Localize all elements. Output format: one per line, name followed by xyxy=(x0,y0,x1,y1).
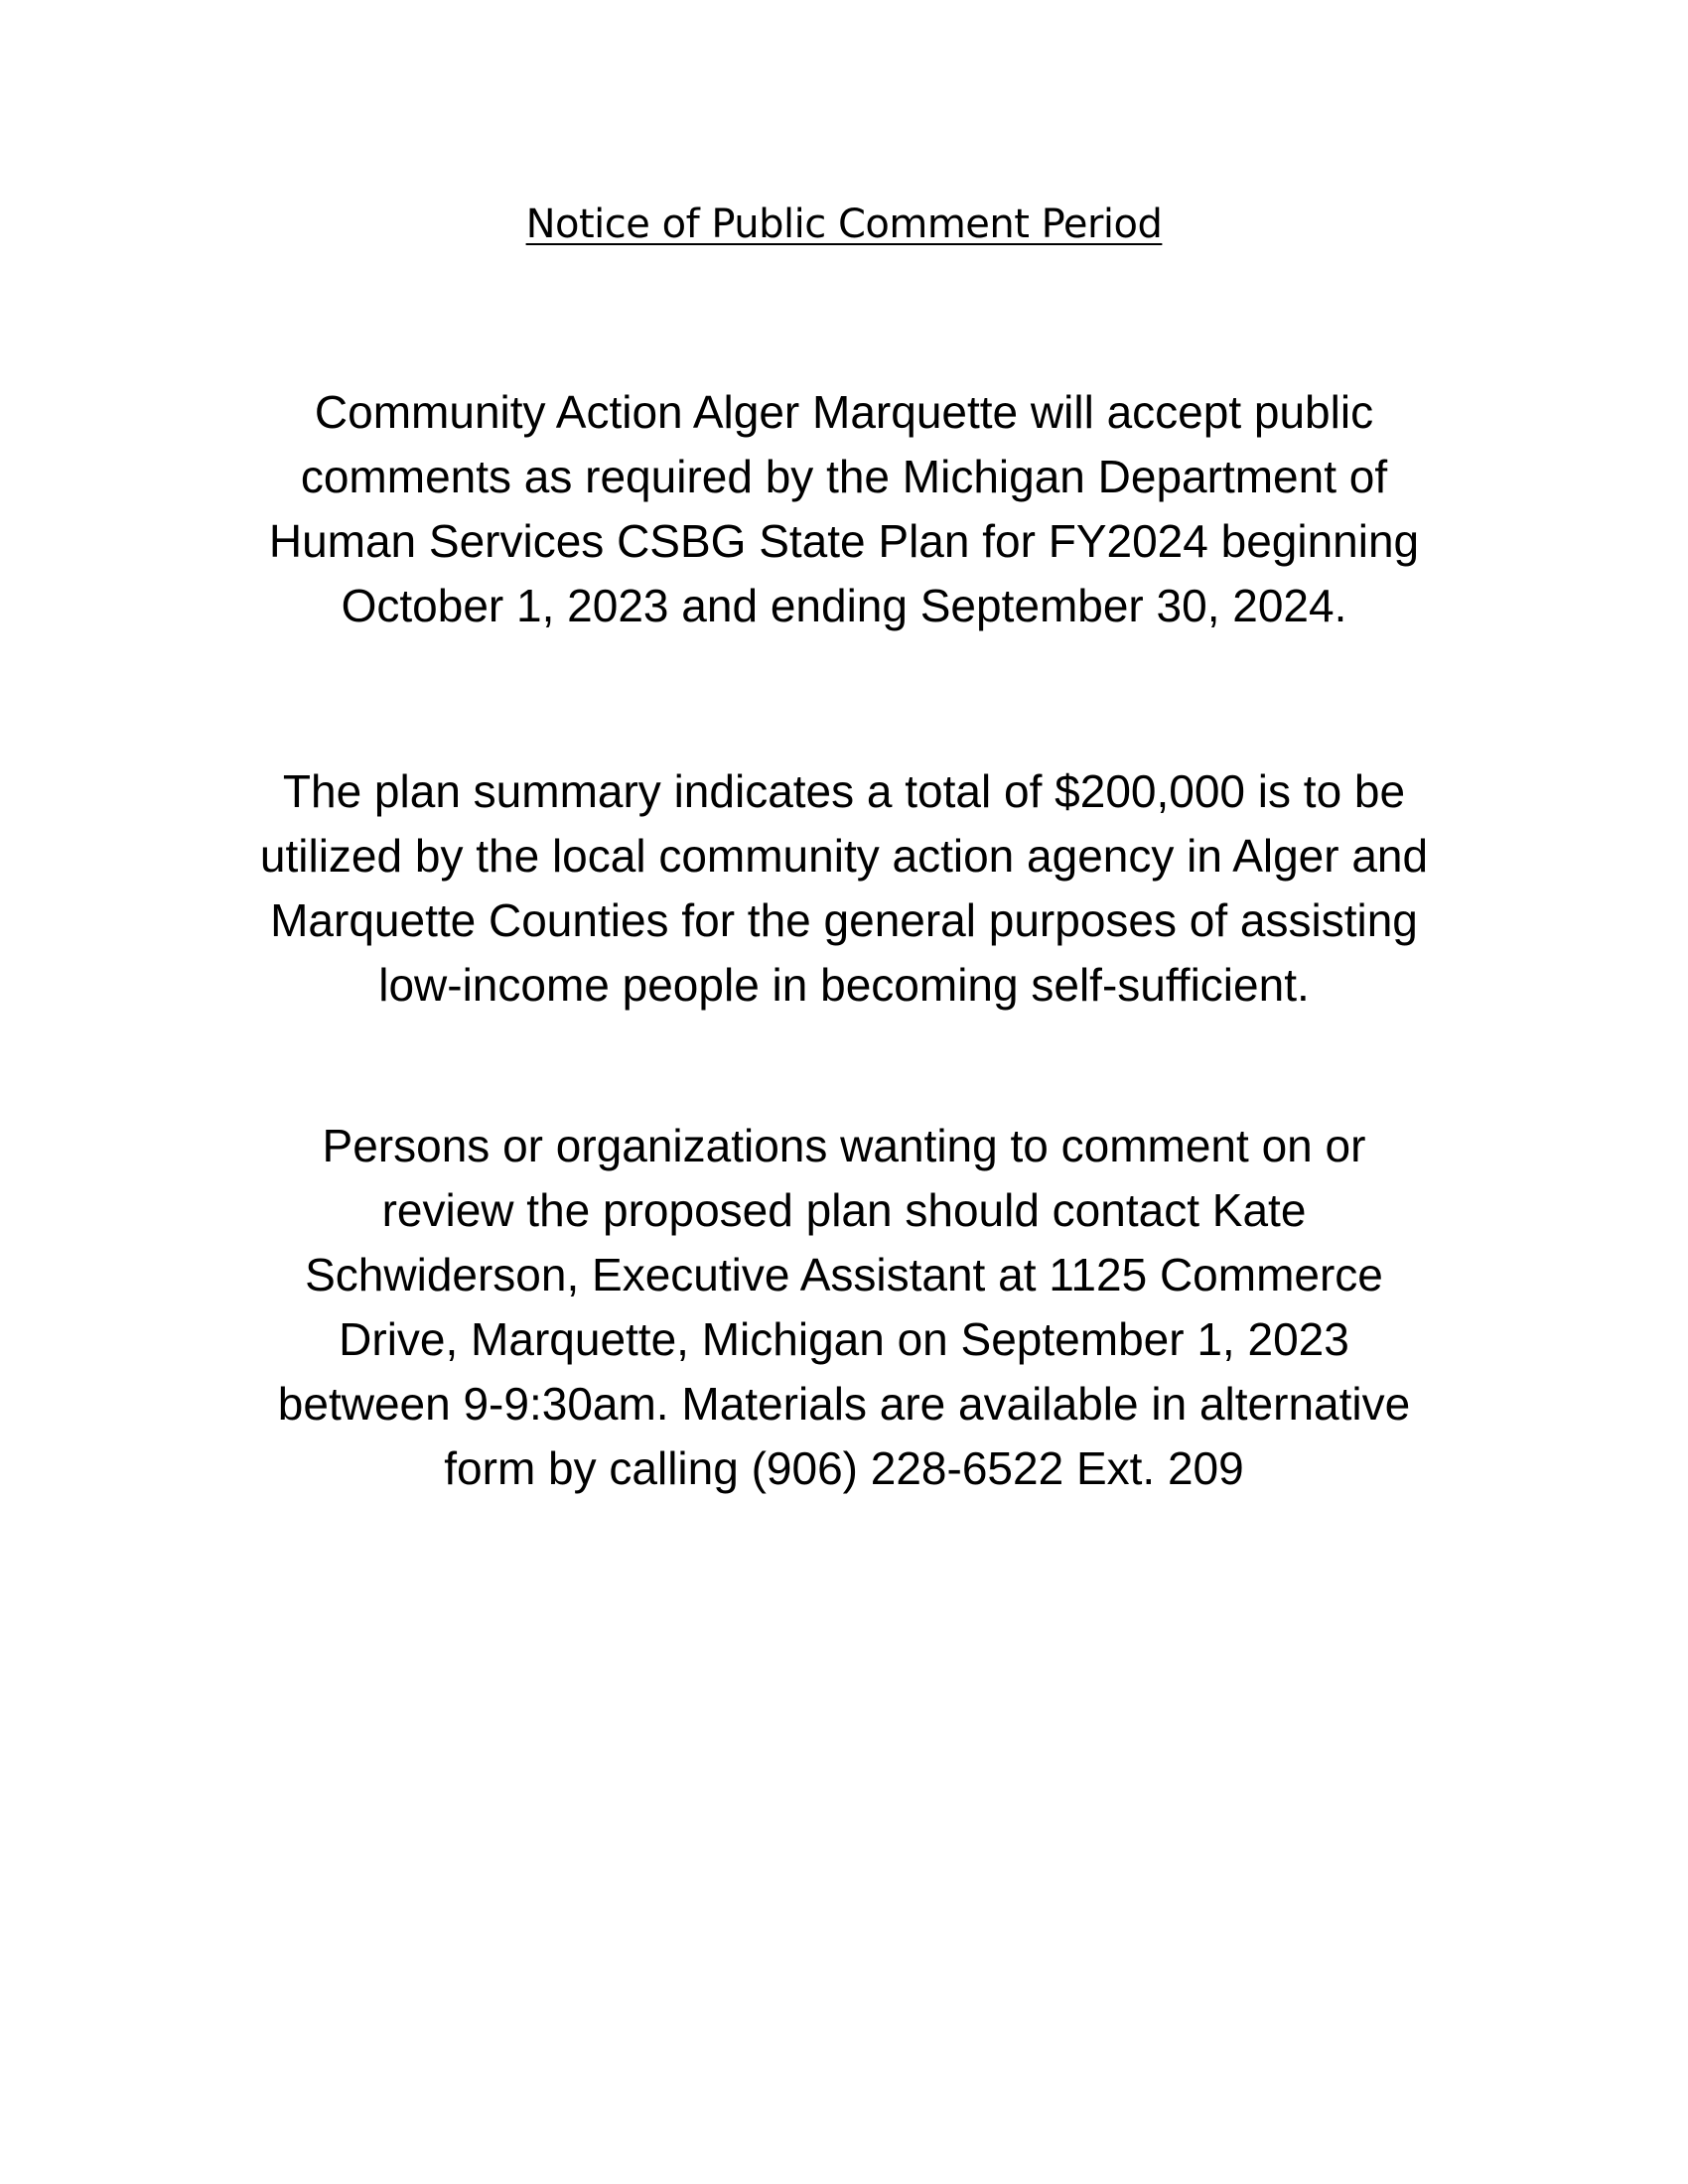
text-line: comments as required by the Michigan Department of xyxy=(300,451,1388,502)
text-line: Schwiderson, Executive Assistant at 1125 Commerce xyxy=(305,1249,1383,1300)
page-title: Notice of Public Comment Period xyxy=(525,202,1163,247)
text-line: low-income people in becoming self-sufficient. xyxy=(378,959,1310,1011)
text-line: Marquette Counties for the general purposes of assisting xyxy=(270,894,1418,946)
text-line: The plan summary indicates a total of $200,000 is to be xyxy=(282,765,1406,817)
paragraph-comment-period xyxy=(149,380,1539,638)
text-line: Community Action Alger Marquette will accept public xyxy=(314,386,1374,438)
text-line: utilized by the local community action agency in Alger and xyxy=(259,830,1429,882)
text-line: form by calling (906) 228-6522 Ext. 209 xyxy=(444,1442,1244,1494)
text-line: Drive, Marquette, Michigan on September 1, 2023 xyxy=(339,1313,1349,1365)
paragraph-plan-summary xyxy=(149,759,1539,1018)
text-line: review the proposed plan should contact Kate xyxy=(381,1184,1307,1236)
text-line: between 9-9:30am. Materials are available in alternative xyxy=(277,1378,1411,1430)
paragraph-contact-info xyxy=(149,1114,1539,1501)
text-line: October 1, 2023 and ending September 30, 2024. xyxy=(341,580,1347,631)
text-line: Human Services CSBG State Plan for FY2024 beginning xyxy=(268,515,1420,567)
text-line: Persons or organizations wanting to comment on or xyxy=(322,1120,1366,1171)
